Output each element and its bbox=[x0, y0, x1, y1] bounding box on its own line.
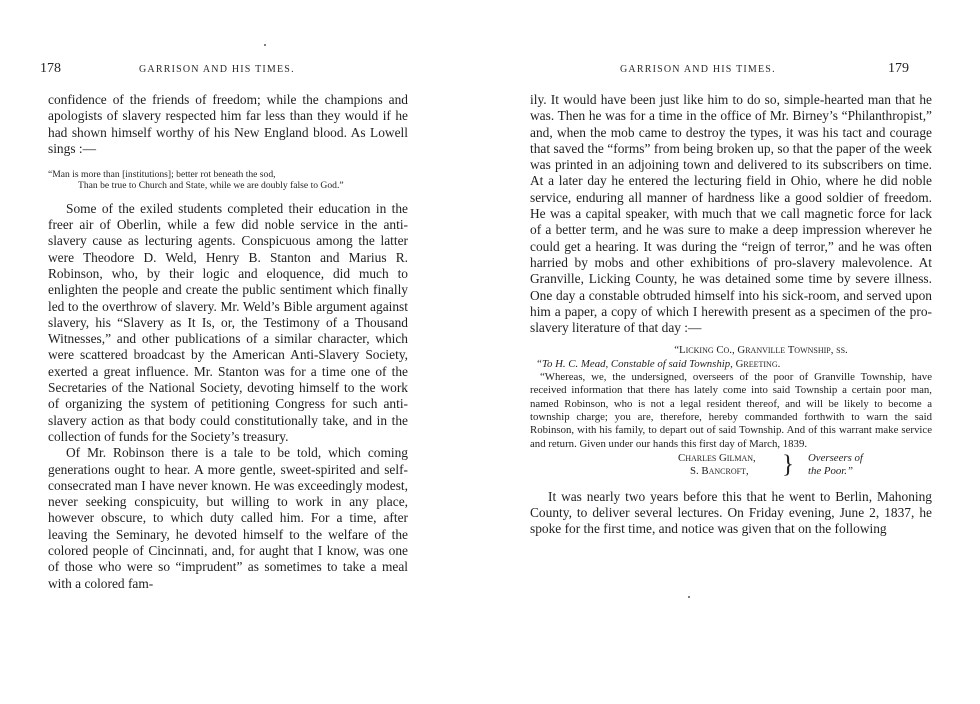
right-paragraph-2: It was nearly two years before this that he went to Berlin, Mahoning County, to deliver several lectures. On Friday evening, June 2, 1837, he spoke for the first time, and notice was given that on the following bbox=[530, 488, 932, 537]
lowell-quote bbox=[48, 169, 408, 192]
print-speck bbox=[688, 596, 690, 598]
notice-body: “Whereas, we, the undersigned, overseers of the poor of Granville Township, have received information that there has lately come into said Township a certain poor man, named Robinson, who is not a legal resident thereof, and will be likely to become a township charge; you are, therefore, hereby commanded forthwith to warn the said Robinson, with his family, to depart out of said Township. And of this warrant make service and return. Given under our hands this first day of March, 1839. bbox=[530, 371, 932, 450]
left-paragraph-2: Some of the exiled students completed their education in the freer air of Oberlin, while a few did noble service in the anti-slavery cause as lecturing agents. Conspicuous among the latter were Theodore D. Weld, Henry B. Stanton and Marius R. Robinson, who, by their logic and eloquence, did much to enlighten the people and create the public sentiment which finally led to the overthrow of slavery. Mr. Weld’s Bible argument against slavery, his “Slavery as It Is, or, the Testimony of a Thousand Witnesses,” and other publications of a similar character, which were scattered broadcast by the American Anti-Slavery Society, exerted a great influence. Mr. Stanton was for a time one of the Secretaries of the National Society, devoting himself to the work of organizing the system of petitioning Congress for such anti-slavery action as that body could constitutionally take, and in the collection of funds for the Society’s treasury. bbox=[48, 200, 408, 444]
signer-gilman: Charles Gilman, bbox=[678, 451, 756, 464]
right-text-column bbox=[530, 92, 932, 538]
notice-to: “To H. C. Mead, Constable of said Township, bbox=[536, 357, 733, 370]
signer-bancroft: S. Bancroft, bbox=[690, 464, 749, 477]
left-paragraph-3: Of Mr. Robinson there is a tale to be told, which coming generations ought to hear. A more gentle, sweet-spirited and self-consecrated man I have never known. He was exceedingly modest, never seeking conspicuity, but willing to work in any place, however obscure, to which duty called him. For a time, after leaving the Seminary, he devoted himself to the welfare of the colored people of Cincinnati, and, for aught that I know, was one of those who were so “imprudent” as sometimes to take a meal with a colored fam- bbox=[48, 445, 408, 591]
right-page bbox=[490, 0, 980, 704]
right-running-head: GARRISON AND HIS TIMES. bbox=[620, 64, 776, 75]
left-running-head: GARRISON AND HIS TIMES. bbox=[139, 64, 295, 75]
overseers-role-line-1: Overseers of bbox=[808, 451, 863, 464]
notice-greeting: Greeting. bbox=[735, 357, 781, 370]
quote-line-2: Than be true to Church and State, while we are doubly false to God.” bbox=[78, 180, 344, 192]
left-paragraph-1: confidence of the friends of freedom; while the champions and apologists of slavery respected him far less than they would if he had shown himself worthy of his New England blood. As Lowell sings :— bbox=[48, 92, 408, 156]
quote-line-1: “Man is more than [institutions]; better rot beneath the sod, bbox=[48, 169, 276, 181]
notice-signatures bbox=[530, 452, 932, 480]
overseers-role-line-2: the Poor.” bbox=[808, 464, 853, 477]
print-speck bbox=[264, 44, 266, 46]
left-text-column bbox=[48, 92, 408, 592]
right-page-number: 179 bbox=[888, 61, 909, 76]
warrant-notice bbox=[530, 344, 932, 479]
signature-brace: } bbox=[782, 450, 794, 478]
notice-address bbox=[536, 358, 932, 371]
right-paragraph-1: ily. It would have been just like him to do so, simple-hearted man that he was. Then he was for a time in the office of Mr. Birney’s “Philanthropist,” and, when the mob came to destroy the types, it was his tact and courage that saved the “forms” from being broken up, so that the paper of the week was printed in an adjoining town and delivered to its subscribers on time. At a later day he entered the lecturing field in Ohio, where he did noble service, enduring all manner of hardness like a good soldier of freedom. He was a capital speaker, with much that we call magnetic force for lack of a better term, and he was sure to make a deep impression wherever he could get a hearing. It was during the “reign of terror,” and he was often harried by mobs and other exhibitions of pro-slavery malevolence. At Granville, Licking County, he was detained some time by severe illness. One day a constable obtruded himself into his sick-room, and served upon him a paper, a copy of which I herewith present as a specimen of the pro-slavery literature of that day :— bbox=[530, 92, 932, 336]
notice-heading: “Licking Co., Granville Township, ss. bbox=[674, 344, 848, 357]
left-page-number: 178 bbox=[40, 61, 61, 76]
